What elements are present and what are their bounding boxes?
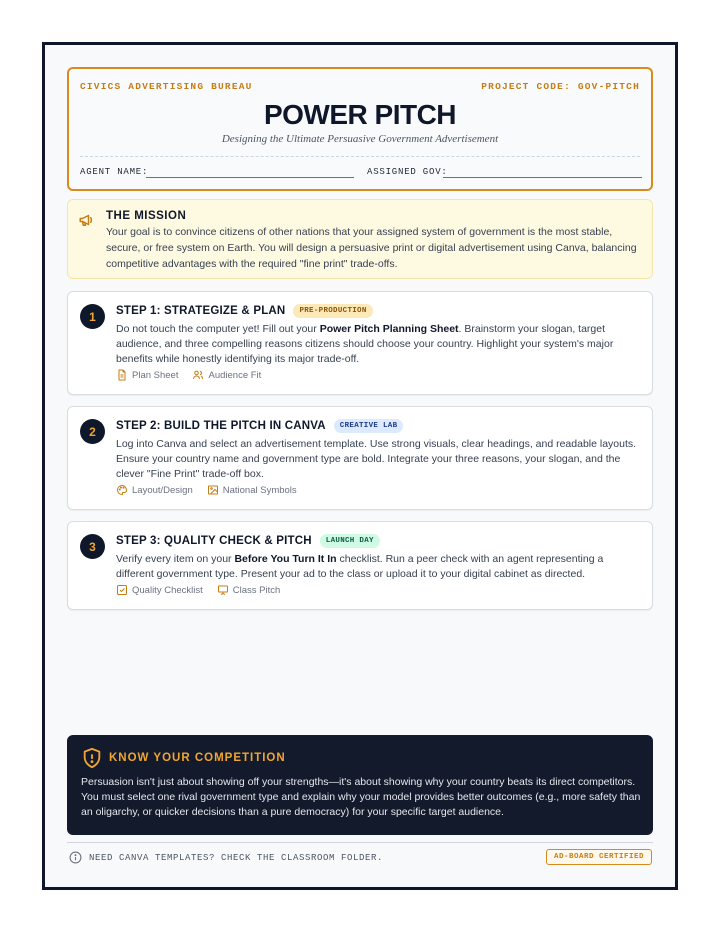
step-number: 3 bbox=[80, 534, 105, 559]
step-3-card bbox=[67, 521, 653, 610]
step-number: 1 bbox=[80, 304, 105, 329]
step-badge: CREATIVE LAB bbox=[334, 419, 404, 433]
agent-name-field[interactable] bbox=[146, 177, 354, 178]
mission-title: THE MISSION bbox=[106, 210, 187, 222]
step-badge: PRE-PRODUCTION bbox=[293, 304, 372, 318]
header-card bbox=[67, 67, 653, 191]
mission-text: Your goal is to convince citizens of other nations that your assigned system of government is the most stable, secure, or free system on Earth. You will design a persuasive print or digital advertisement using Canva, balancing competitive advantages with the required "fine print" trade-offs. bbox=[106, 226, 637, 270]
megaphone-icon bbox=[78, 211, 96, 229]
competition-text: Persuasion isn't just about showing off your strengths—it's about showing why your country beats its direct competitors. You must select one rival government type and explain why your model provides better outcomes (e.g., more safety than an oligarchy, or quicker decisions than a pure democracy) for your specific target audience. bbox=[81, 776, 641, 818]
step-number: 2 bbox=[80, 419, 105, 444]
project-code: PROJECT CODE: GOV-PITCH bbox=[481, 81, 640, 92]
step-title: STEP 3: QUALITY CHECK & PITCH bbox=[116, 535, 312, 547]
assigned-gov-field[interactable] bbox=[443, 177, 642, 178]
agent-name-label: AGENT NAME: bbox=[80, 167, 149, 177]
checkbox-icon bbox=[116, 584, 128, 596]
step-title: STEP 1: STRATEGIZE & PLAN bbox=[116, 305, 286, 317]
footer-divider bbox=[67, 842, 653, 843]
page-subtitle: Designing the Ultimate Persuasive Government Advertisement bbox=[221, 133, 499, 145]
org-name: CIVICS ADVERTISING BUREAU bbox=[80, 81, 253, 92]
tag-plan-sheet: Plan Sheet bbox=[116, 369, 178, 381]
header-divider bbox=[80, 156, 640, 157]
step-title: STEP 2: BUILD THE PITCH IN CANVA bbox=[116, 420, 326, 432]
step-badge: LAUNCH DAY bbox=[320, 534, 380, 548]
footer-note: NEED CANVA TEMPLATES? CHECK THE CLASSROOM FOLDER. bbox=[89, 853, 384, 863]
certified-stamp: AD-BOARD CERTIFIED bbox=[546, 849, 652, 865]
step-text: Verify every item on your Before You Turn It In checklist. Run a peer check with an agent representing a different government type. Present your ad to the class or upload it to your digital cabinet as directed. bbox=[116, 553, 604, 580]
tag-layout-design: Layout/Design bbox=[116, 484, 193, 496]
tag-class-pitch: Class Pitch bbox=[217, 584, 281, 596]
users-icon bbox=[192, 369, 204, 381]
shield-alert-icon bbox=[81, 747, 103, 769]
competition-box bbox=[67, 735, 653, 835]
presentation-icon bbox=[217, 584, 229, 596]
step-text: Do not touch the computer yet! Fill out your Power Pitch Planning Sheet. Brainstorm your slogan, target audience, and three compelling reasons citizens should choose your country. Highlight your system's major benefits while honestly identifying its major trade-off. bbox=[116, 323, 614, 365]
document-icon bbox=[116, 369, 128, 381]
tag-quality-checklist: Quality Checklist bbox=[116, 584, 203, 596]
info-icon bbox=[69, 851, 82, 864]
assigned-gov-label: ASSIGNED GOV: bbox=[367, 167, 448, 177]
page-title: POWER PITCH bbox=[263, 99, 457, 130]
step-1-card bbox=[67, 291, 653, 395]
mission-box bbox=[67, 199, 653, 279]
worksheet-page bbox=[42, 42, 678, 890]
step-2-card bbox=[67, 406, 653, 510]
tag-audience-fit: Audience Fit bbox=[192, 369, 261, 381]
palette-icon bbox=[116, 484, 128, 496]
step-text: Log into Canva and select an advertisement template. Use strong visuals, clear headings, and readable layouts. Ensure your country name and government type are bold. Integrate your three reasons, your slogan, and the clever "Fine Print" trade-off box. bbox=[116, 438, 637, 480]
image-icon bbox=[207, 484, 219, 496]
competition-title: KNOW YOUR COMPETITION bbox=[109, 752, 286, 764]
tag-national-symbols: National Symbols bbox=[207, 484, 297, 496]
